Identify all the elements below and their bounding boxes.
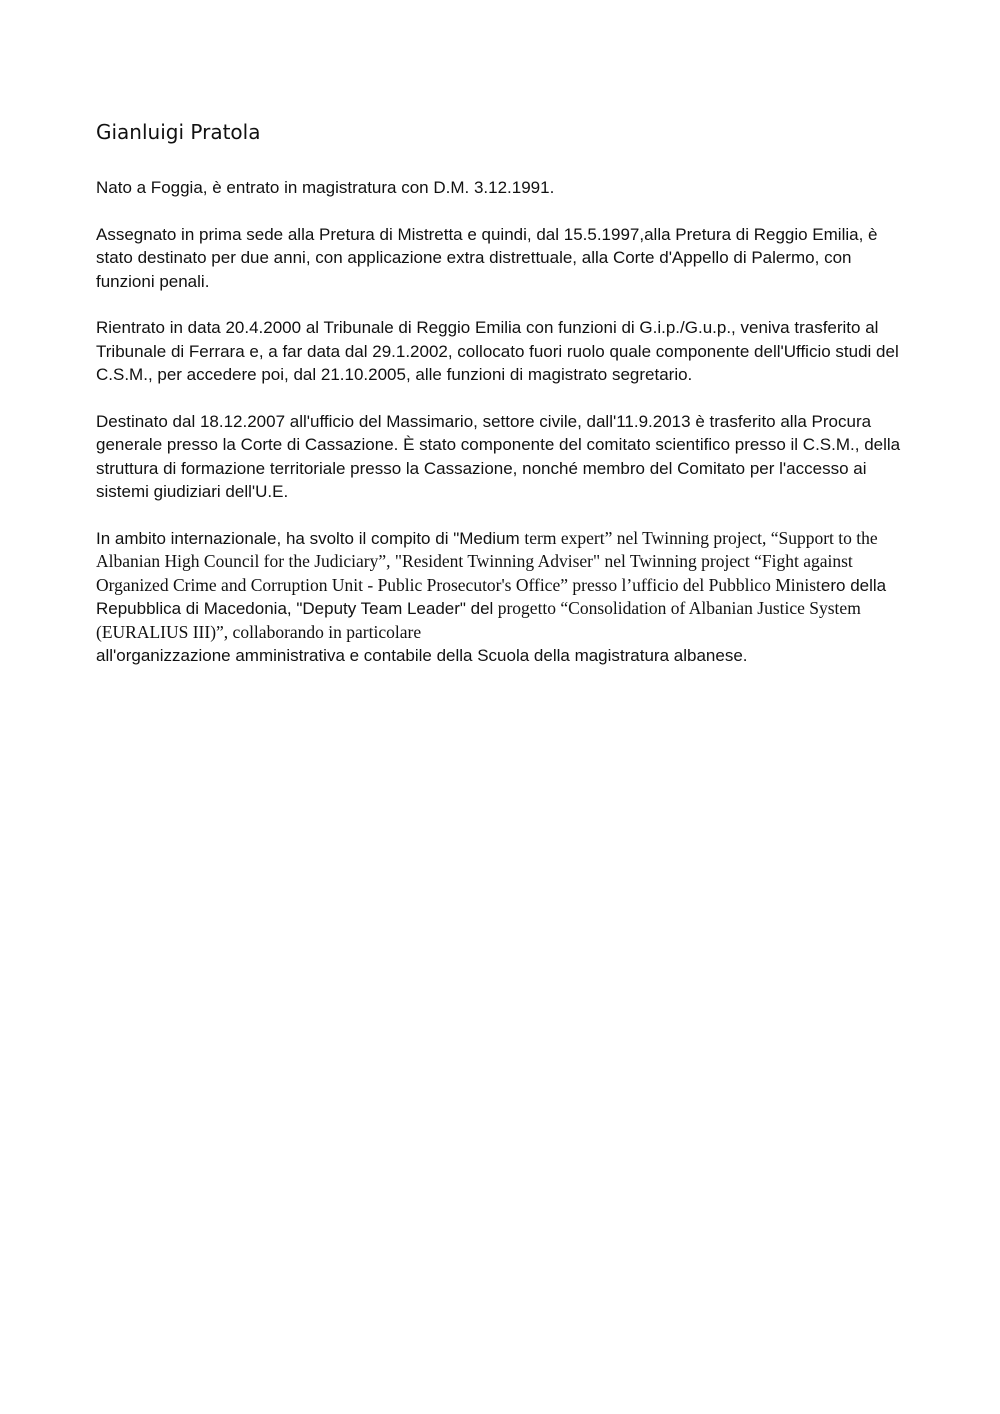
international-text-part-1: In ambito internazionale, ha svolto il compito di "Medium — [96, 528, 525, 548]
international-text-part-4: progetto “Consolidation of Albanian Justice System (EURALIUS III)”, collaborando in particolare — [96, 598, 861, 642]
international-text-part-2: term expert” nel Twinning project, “Support to the Albanian High Council for the Judiciary”, "Resident Twinning Adviser" nel Twinning project “Fight against Organized Crime and Corruption Unit - Public Prosecutor's Office” presso l’ufficio del Pubblico Minist — [96, 527, 878, 595]
document-page — [96, 118, 911, 691]
international-text-part-3: ero della Repubblica di Macedonia, "Deputy Team Leader" del — [96, 575, 887, 618]
international-text-part-5: all'organizzazione amministrativa e contabile della Scuola della magistratura albanese. — [96, 646, 748, 665]
document-title: Gianluigi Pratola — [96, 120, 261, 144]
paragraph-birth: Nato a Foggia, è entrato in magistratura con D.M. 3.12.1991. — [96, 178, 555, 197]
paragraph-tribunale: Rientrato in data 20.4.2000 al Tribunale di Reggio Emilia con funzioni di G.i.p./G.u.p., veniva trasferito al Tribunale di Ferrara e, a far data dal 29.1.2002, collocato fuori ruolo quale componente dell'Ufficio studi del C.S.M., per accedere poi, dal 21.10.2005, alle funzioni di magistrato segretario. — [96, 318, 899, 384]
paragraph-international — [96, 527, 911, 668]
paragraph-cassazione: Destinato dal 18.12.2007 all'ufficio del Massimario, settore civile, dall'11.9.2013 è trasferito alla Procura generale presso la Corte di Cassazione. È stato componente del comitato scientifico presso il C.S.M., della struttura di formazione territoriale presso la Cassazione, nonché membro del Comitato per l'accesso ai sistemi giudiziari dell'U.E. — [96, 411, 901, 501]
paragraph-first-assignment: Assegnato in prima sede alla Pretura di Mistretta e quindi, dal 15.5.1997,alla Pretura di Reggio Emilia, è stato destinato per due anni, con applicazione extra distrettuale, alla Corte d'Appello di Palermo, con funzioni penali. — [96, 224, 878, 291]
